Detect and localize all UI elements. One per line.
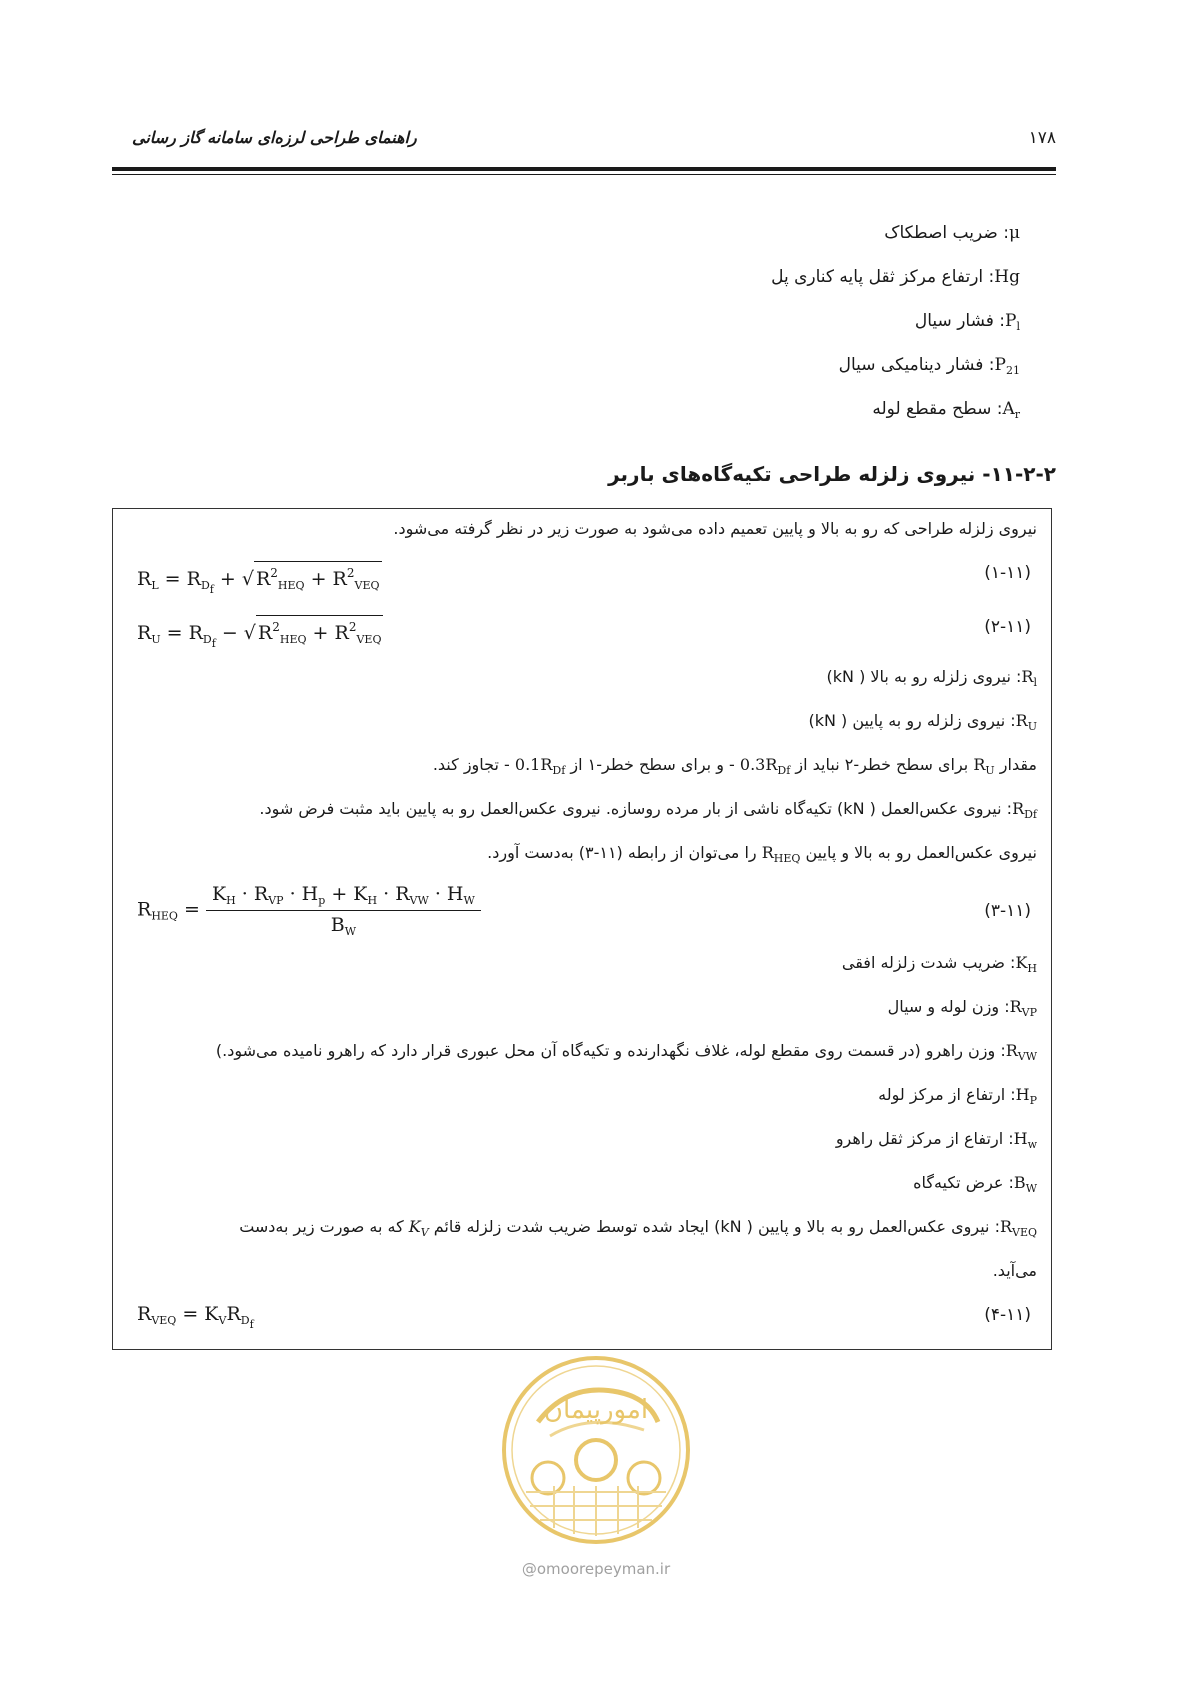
eq1-number: (۱-۱۱) xyxy=(984,563,1031,583)
intro-text: نیروی زلزله طراحی که رو به بالا و پایین تعمیم داده می‌شود به صورت زیر در نظر گرفته می‌شود. xyxy=(393,519,1037,538)
equation-2: $R_U = R_{D_f}$ − √ $R^2_{HEQ} + R^2_{VEQ}$ xyxy=(137,615,383,651)
equation-1: $R_L = R_{D_f}$ + √ $R^2_{HEQ} + R^2_{VEQ}$ xyxy=(137,561,382,597)
definitions-top xyxy=(320,220,1020,440)
section-heading: ۱۱-۲-۲- نیروی زلزله طراحی تکیه‌گاه‌های باربر xyxy=(608,462,1056,486)
equation-4: $R_{VEQ} = K_VR_{D_f}$ xyxy=(137,1303,254,1331)
def-rveq-cont: می‌آید. xyxy=(992,1261,1037,1280)
def-mu xyxy=(320,220,1020,264)
symbol: $P_l$ xyxy=(1005,311,1020,333)
def-rdf: $R_{Df}$: نیروی عکس‌العمل ( kN) تکیه‌گاه ناشی از بار مرده روسازه. نیروی عکس‌العمل رو به پایین باید مثبت فرض شود. xyxy=(259,799,1037,821)
def-ar xyxy=(320,396,1020,440)
def-rl: $R_l$: نیروی زلزله رو به بالا ( kN) xyxy=(826,667,1037,689)
def-p21 xyxy=(320,352,1020,396)
def-hp: $H_P$: ارتفاع از مرکز لوله xyxy=(878,1085,1037,1107)
content-box xyxy=(112,508,1052,1350)
def-pl xyxy=(320,308,1020,352)
def-rveq: $R_{VEQ}$: نیروی عکس‌العمل رو به بالا و پایین ( kN) ایجاد شده توسط ضریب شدت زلزله قائم $K_V$ که به صورت زیر به‌دست xyxy=(239,1217,1037,1239)
def-text: : ارتفاع مرکز ثقل پایه کناری پل xyxy=(771,267,995,287)
symbol: $A_r$ xyxy=(1002,399,1020,421)
stamp-text: امورپیمان xyxy=(543,1395,649,1425)
eq3-number: (۳-۱۱) xyxy=(984,901,1031,921)
def-text: : فشار دینامیکی سیال xyxy=(838,355,995,375)
def-kh: $K_H$: ضریب شدت زلزله افقی xyxy=(841,953,1037,975)
def-ru: $R_U$: نیروی زلزله رو به پایین ( kN) xyxy=(808,711,1037,733)
def-rvw: $R_{VW}$: وزن راهرو (در قسمت روی مقطع لوله، غلاف نگهدارنده و تکیه‌گاه آن محل عبوری قرار دارد که راهرو نامیده می‌شود.) xyxy=(215,1041,1037,1063)
page-number: ۱۷۸ xyxy=(1028,128,1056,148)
eq2-number: (۲-۱۱) xyxy=(984,617,1031,637)
def-text: : فشار سیال xyxy=(914,311,1006,331)
eq4-number: (۴-۱۱) xyxy=(984,1305,1031,1325)
equation-3: $R_{HEQ}$ = $\frac{K_H \cdot R_{VP} \cdot H_p + K_H \cdot R_{VW} \cdot H_W}{B_W}$ xyxy=(137,883,481,938)
heq-intro: نیروی عکس‌العمل رو به بالا و پایین $R_{HEQ}$ را می‌توان از رابطه (۱۱-۳) به‌دست آورد. xyxy=(487,843,1037,865)
symbol: $P_{21}$ xyxy=(994,355,1020,377)
def-text: : ضریب اصطکاک xyxy=(884,223,1009,243)
page-header xyxy=(112,128,1056,148)
def-hw: $H_w$: ارتفاع از مرکز ثقل راهرو xyxy=(835,1129,1037,1151)
symbol: μ xyxy=(1008,223,1020,243)
header-rule xyxy=(112,167,1056,171)
running-title: راهنمای طراحی لرزه‌ای سامانه گاز رسانی xyxy=(132,128,417,147)
def-rvp: $R_{VP}$: وزن لوله و سیال xyxy=(887,997,1037,1019)
def-bw: $B_W$: عرض تکیه‌گاه xyxy=(913,1173,1037,1195)
def-hg xyxy=(320,264,1020,308)
limit-text: مقدار $R_U$ برای سطح خطر-۲ نباید از $0.3R_{Df}$ - و برای سطح خطر-۱ از $0.1R_{Df}$ - تجاوز کند. xyxy=(432,755,1037,777)
def-text: : سطح مقطع لوله xyxy=(872,399,1003,419)
publisher-stamp-logo xyxy=(498,1352,694,1548)
header-rule-thin xyxy=(112,174,1056,175)
symbol: Hg xyxy=(994,267,1020,287)
watermark: @omoorepeyman.ir xyxy=(521,1560,671,1578)
